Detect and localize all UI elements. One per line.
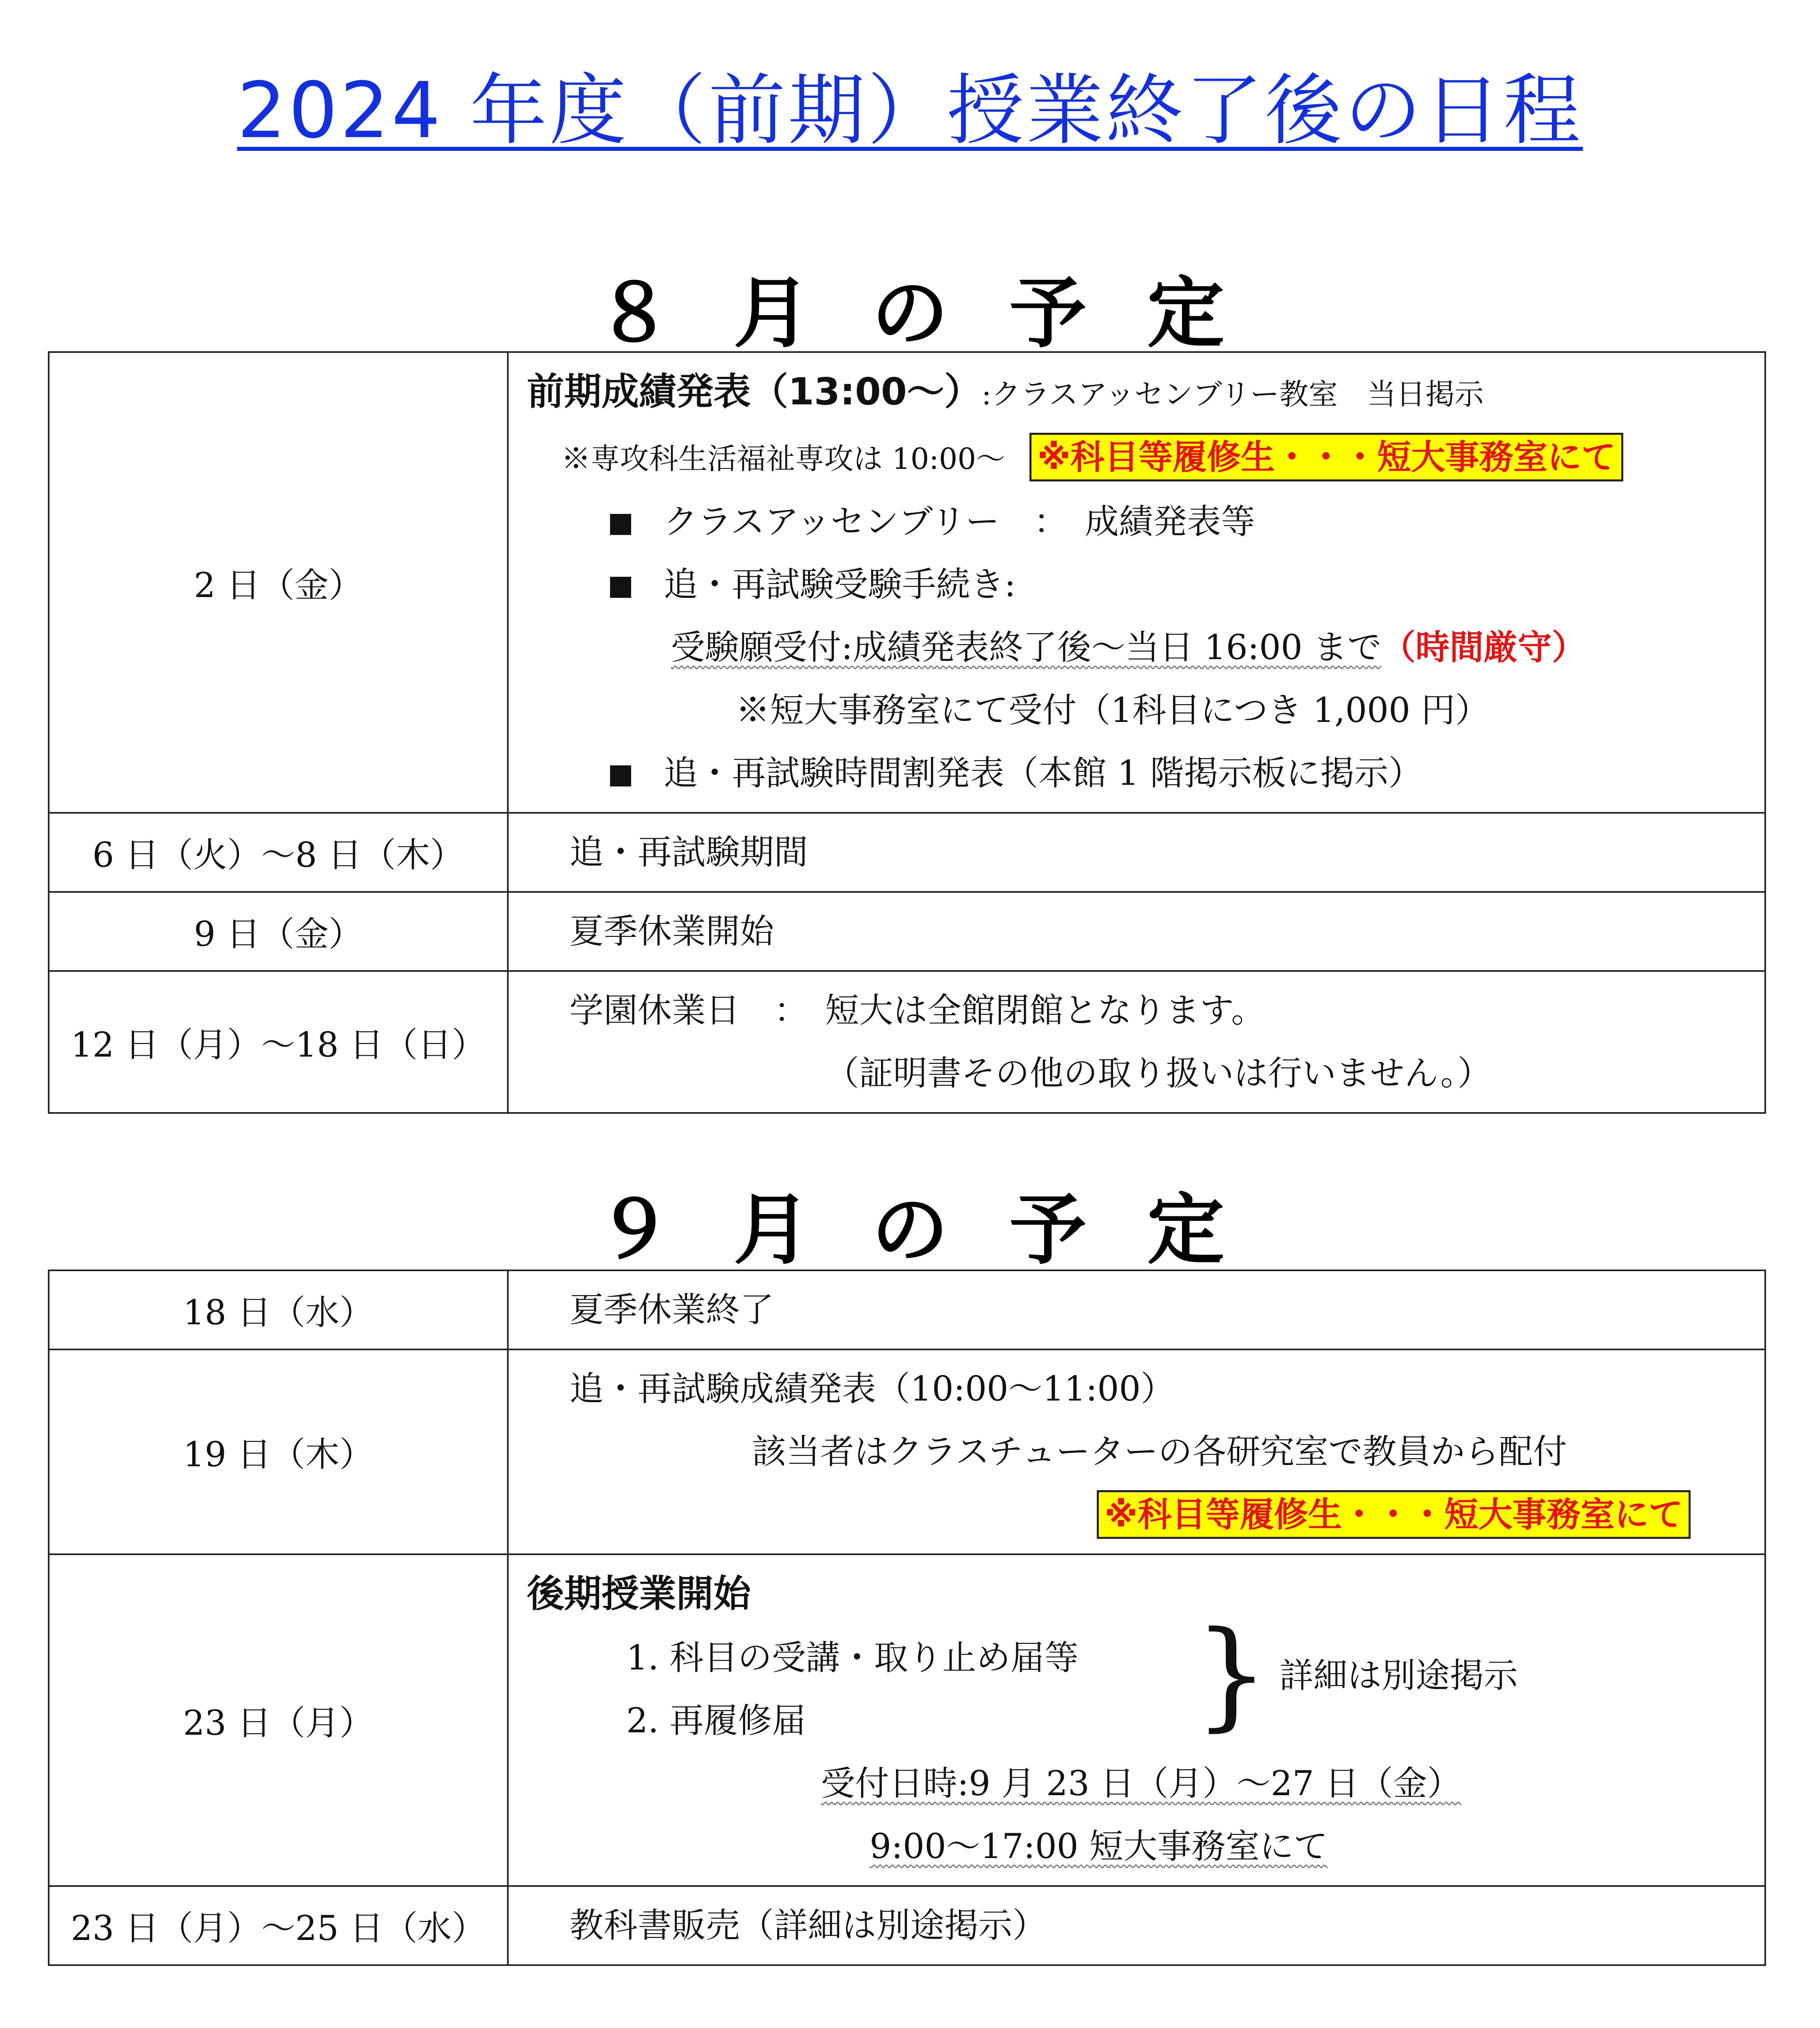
heading-char: 月 bbox=[733, 1185, 811, 1275]
content-cell bbox=[508, 813, 1765, 892]
fee-line bbox=[509, 679, 1764, 742]
content-text: 追・再試験期間 bbox=[569, 832, 808, 872]
date-cell: 2 日（金） bbox=[49, 352, 508, 813]
content-text: 追・再試験成績発表（10:00～11:00） bbox=[569, 1369, 1175, 1409]
content-text: 学園休業日 ： 短大は全館閉館となります。 bbox=[569, 990, 1266, 1030]
heading-char: 定 bbox=[1147, 1185, 1225, 1275]
table-row bbox=[49, 892, 1765, 971]
content-cell bbox=[508, 971, 1765, 1113]
date-cell: 12 日（月）～18 日（日） bbox=[49, 971, 508, 1113]
content-text: 夏季休業終了 bbox=[569, 1290, 774, 1330]
august-heading bbox=[0, 251, 1820, 362]
content-cell bbox=[508, 1349, 1765, 1554]
table-row bbox=[49, 1349, 1765, 1554]
table-row bbox=[49, 352, 1765, 813]
reception-line bbox=[509, 1752, 1764, 1815]
table-row bbox=[49, 813, 1765, 892]
august-schedule-table bbox=[48, 351, 1766, 1114]
content-cell bbox=[508, 892, 1765, 971]
content-cell bbox=[508, 1554, 1765, 1886]
table-row bbox=[49, 971, 1765, 1113]
heading-char: 定 bbox=[1147, 269, 1225, 358]
heading-char: ８ bbox=[595, 269, 673, 358]
brace-note: 詳細は別途掲示 bbox=[1279, 1656, 1518, 1695]
grade-announcement-detail: :クラスアッセンブリー教室 当日掲示 bbox=[981, 377, 1484, 411]
bullet-line bbox=[509, 490, 1764, 553]
deadline-text: 受験願受付:成績発表終了後～当日 16:00 まで bbox=[671, 627, 1382, 667]
bullet-text: クラスアッセンブリー ： 成績発表等 bbox=[664, 502, 1255, 541]
highlight-badge: ※科目等履修生・・・短大事務室にて bbox=[1097, 1490, 1691, 1539]
heading-char: 予 bbox=[1009, 269, 1087, 358]
hours-line bbox=[509, 1815, 1764, 1878]
content-text: 1. 科目の受講・取り止め届等 bbox=[626, 1638, 1079, 1678]
september-schedule-table bbox=[48, 1270, 1766, 1966]
note-line bbox=[509, 426, 1764, 490]
highlight-line bbox=[509, 1483, 1764, 1546]
square-bullet-icon bbox=[610, 765, 631, 786]
date-cell: 18 日（水） bbox=[49, 1270, 508, 1349]
heading-char: ９ bbox=[595, 1185, 673, 1275]
grade-announcement-heading: 前期成績発表（13:00～） bbox=[527, 370, 982, 413]
content-text: 2. 再履修届 bbox=[626, 1701, 806, 1740]
content-text: （証明書その他の取り扱いは行いません。） bbox=[825, 1053, 1492, 1093]
reception-text: 受付日時:9 月 23 日（月）～27 日（金） bbox=[821, 1764, 1461, 1803]
heading-char: の bbox=[871, 1185, 949, 1275]
bullet-line bbox=[509, 742, 1764, 805]
semester-start-heading: 後期授業開始 bbox=[527, 1572, 751, 1616]
heading-char: 月 bbox=[733, 269, 811, 358]
date-cell: 23 日（月）～25 日（水） bbox=[49, 1886, 508, 1965]
september-heading bbox=[0, 1168, 1820, 1279]
square-bullet-icon bbox=[610, 514, 631, 535]
content-text: 教科書販売（詳細は別途掲示） bbox=[569, 1906, 1047, 1945]
bullet-line bbox=[509, 553, 1764, 616]
content-text: 該当者はクラスチューターの各研究室で教員から配付 bbox=[752, 1432, 1567, 1472]
deadline-line bbox=[509, 616, 1764, 679]
date-cell: 23 日（月） bbox=[49, 1554, 508, 1886]
grade-announcement-line bbox=[509, 360, 1764, 426]
heading-char: 予 bbox=[1009, 1185, 1087, 1275]
content-text: 夏季休業開始 bbox=[569, 911, 774, 951]
table-row bbox=[49, 1270, 1765, 1349]
square-bullet-icon bbox=[610, 577, 631, 598]
strict-time-text: （時間厳守） bbox=[1381, 627, 1586, 667]
date-cell: 19 日（木） bbox=[49, 1349, 508, 1554]
hours-text: 9:00～17:00 短大事務室にて bbox=[870, 1826, 1328, 1866]
welfare-note: ※専攻科生活福祉専攻は 10:00～ bbox=[561, 442, 1006, 476]
head-line bbox=[509, 1562, 1764, 1626]
heading-char: の bbox=[871, 269, 949, 358]
right-brace-icon: } bbox=[1194, 1606, 1269, 1743]
table-row bbox=[49, 1886, 1765, 1965]
date-cell: 9 日（金） bbox=[49, 892, 508, 971]
table-row bbox=[49, 1554, 1765, 1886]
content-cell bbox=[508, 352, 1765, 813]
page-title: 2024 年度（前期）授業終了後の日程 bbox=[237, 66, 1583, 155]
date-cell: 6 日（火）～8 日（木） bbox=[49, 813, 508, 892]
fee-text: ※短大事務室にて受付（1科目につき 1,000 円） bbox=[736, 690, 1489, 730]
highlight-badge: ※科目等履修生・・・短大事務室にて bbox=[1029, 433, 1623, 481]
bullet-text: 追・再試験受験手続き: bbox=[664, 565, 1016, 604]
content-cell bbox=[508, 1886, 1765, 1965]
bullet-text: 追・再試験時間割発表（本館 1 階掲示板に掲示） bbox=[664, 753, 1422, 793]
content-cell bbox=[508, 1270, 1765, 1349]
